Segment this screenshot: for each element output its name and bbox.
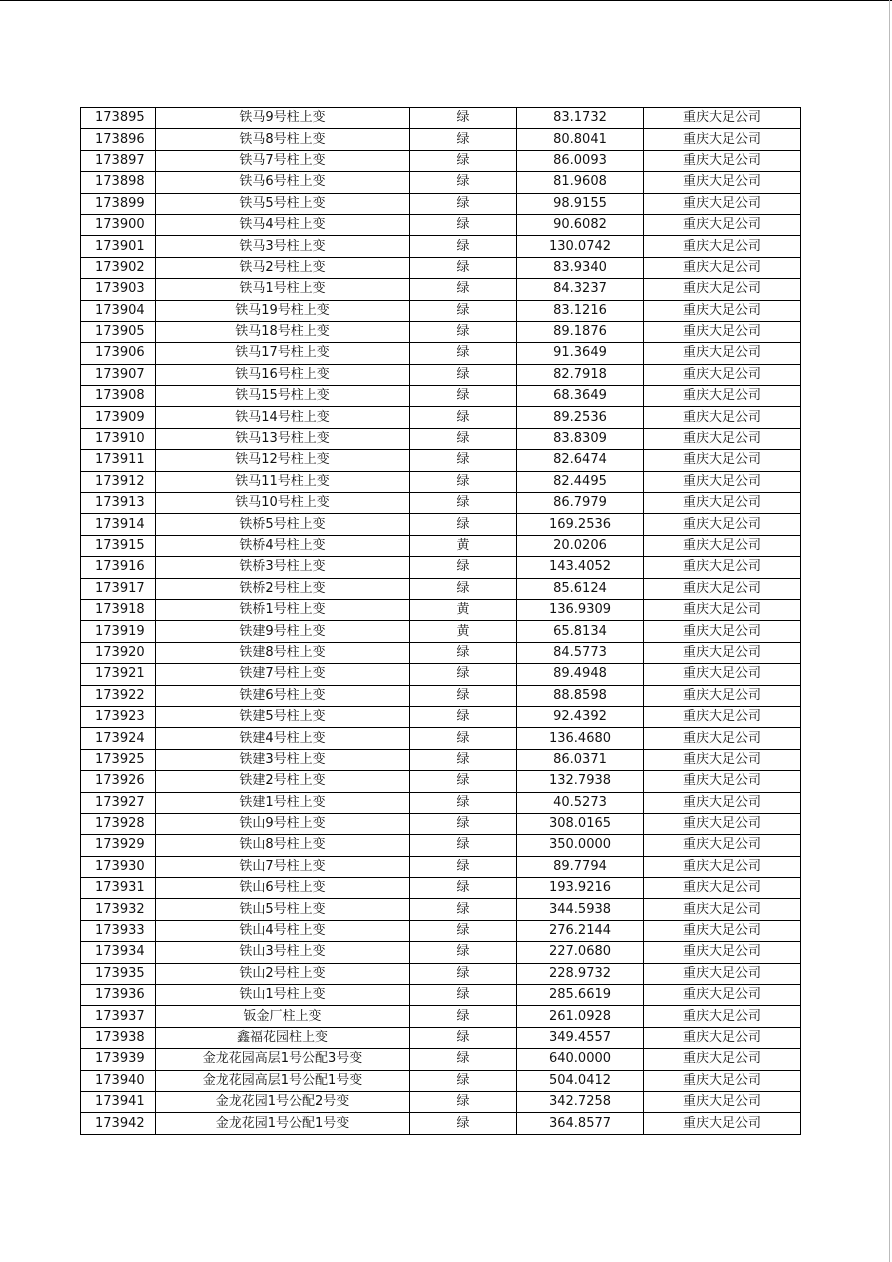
cell-value: 193.9216 <box>517 878 644 899</box>
cell-name: 铁山6号柱上变 <box>156 878 410 899</box>
table-row <box>81 129 801 150</box>
cell-name: 铁桥4号柱上变 <box>156 535 410 556</box>
cell-name: 铁山2号柱上变 <box>156 963 410 984</box>
cell-name: 铁马12号柱上变 <box>156 450 410 471</box>
cell-value: 308.0165 <box>517 813 644 834</box>
cell-id: 173917 <box>81 578 156 599</box>
cell-value: 89.7794 <box>517 856 644 877</box>
cell-company: 重庆大足公司 <box>644 300 801 321</box>
cell-name: 铁马15号柱上变 <box>156 386 410 407</box>
cell-id: 173901 <box>81 236 156 257</box>
cell-name: 铁桥1号柱上变 <box>156 599 410 620</box>
cell-value: 89.2536 <box>517 407 644 428</box>
page-top-border <box>0 0 892 1</box>
cell-name: 铁马1号柱上变 <box>156 279 410 300</box>
cell-company: 重庆大足公司 <box>644 471 801 492</box>
cell-status: 绿 <box>410 321 517 342</box>
cell-status: 绿 <box>410 1027 517 1048</box>
cell-id: 173912 <box>81 471 156 492</box>
cell-company: 重庆大足公司 <box>644 792 801 813</box>
cell-company: 重庆大足公司 <box>644 942 801 963</box>
cell-name: 金龙花园1号公配2号变 <box>156 1091 410 1112</box>
cell-value: 86.7979 <box>517 493 644 514</box>
cell-value: 350.0000 <box>517 835 644 856</box>
cell-status: 绿 <box>410 493 517 514</box>
cell-value: 276.2144 <box>517 920 644 941</box>
cell-status: 黄 <box>410 599 517 620</box>
table-row <box>81 214 801 235</box>
table-row <box>81 621 801 642</box>
table-row <box>81 963 801 984</box>
cell-id: 173925 <box>81 749 156 770</box>
cell-id: 173942 <box>81 1113 156 1134</box>
cell-value: 640.0000 <box>517 1049 644 1070</box>
cell-name: 金龙花园高层1号公配3号变 <box>156 1049 410 1070</box>
cell-id: 173904 <box>81 300 156 321</box>
cell-status: 绿 <box>410 108 517 129</box>
table-row <box>81 193 801 214</box>
cell-id: 173913 <box>81 493 156 514</box>
cell-company: 重庆大足公司 <box>644 1006 801 1027</box>
cell-id: 173921 <box>81 664 156 685</box>
cell-company: 重庆大足公司 <box>644 664 801 685</box>
table-row <box>81 578 801 599</box>
table-row <box>81 386 801 407</box>
cell-company: 重庆大足公司 <box>644 150 801 171</box>
table-row <box>81 535 801 556</box>
cell-id: 173910 <box>81 428 156 449</box>
cell-company: 重庆大足公司 <box>644 578 801 599</box>
cell-company: 重庆大足公司 <box>644 621 801 642</box>
cell-status: 绿 <box>410 856 517 877</box>
cell-value: 84.3237 <box>517 279 644 300</box>
cell-name: 金龙花园1号公配1号变 <box>156 1113 410 1134</box>
cell-value: 228.9732 <box>517 963 644 984</box>
cell-company: 重庆大足公司 <box>644 108 801 129</box>
cell-status: 绿 <box>410 428 517 449</box>
cell-id: 173923 <box>81 706 156 727</box>
cell-status: 绿 <box>410 514 517 535</box>
cell-id: 173939 <box>81 1049 156 1070</box>
cell-status: 绿 <box>410 728 517 749</box>
cell-company: 重庆大足公司 <box>644 450 801 471</box>
cell-value: 82.7918 <box>517 364 644 385</box>
cell-company: 重庆大足公司 <box>644 129 801 150</box>
cell-name: 铁马8号柱上变 <box>156 129 410 150</box>
cell-status: 绿 <box>410 985 517 1006</box>
cell-name: 铁马17号柱上变 <box>156 343 410 364</box>
cell-name: 铁山8号柱上变 <box>156 835 410 856</box>
cell-id: 173930 <box>81 856 156 877</box>
table-row <box>81 1049 801 1070</box>
cell-status: 绿 <box>410 899 517 920</box>
table-row <box>81 771 801 792</box>
table-row <box>81 599 801 620</box>
cell-status: 绿 <box>410 664 517 685</box>
cell-company: 重庆大足公司 <box>644 172 801 193</box>
cell-value: 83.8309 <box>517 428 644 449</box>
cell-status: 绿 <box>410 578 517 599</box>
cell-value: 88.8598 <box>517 685 644 706</box>
cell-value: 68.3649 <box>517 386 644 407</box>
table-row <box>81 685 801 706</box>
cell-name: 铁山3号柱上变 <box>156 942 410 963</box>
cell-name: 铁建1号柱上变 <box>156 792 410 813</box>
cell-company: 重庆大足公司 <box>644 257 801 278</box>
cell-status: 绿 <box>410 920 517 941</box>
cell-status: 绿 <box>410 1070 517 1091</box>
cell-id: 173941 <box>81 1091 156 1112</box>
cell-value: 92.4392 <box>517 706 644 727</box>
cell-status: 绿 <box>410 557 517 578</box>
table-row <box>81 407 801 428</box>
cell-name: 铁马2号柱上变 <box>156 257 410 278</box>
cell-name: 铁建8号柱上变 <box>156 642 410 663</box>
cell-value: 136.9309 <box>517 599 644 620</box>
cell-id: 173920 <box>81 642 156 663</box>
cell-value: 136.4680 <box>517 728 644 749</box>
cell-status: 绿 <box>410 749 517 770</box>
cell-name: 铁建7号柱上变 <box>156 664 410 685</box>
cell-value: 89.4948 <box>517 664 644 685</box>
cell-status: 绿 <box>410 364 517 385</box>
cell-status: 绿 <box>410 279 517 300</box>
cell-name: 铁建9号柱上变 <box>156 621 410 642</box>
cell-value: 81.9608 <box>517 172 644 193</box>
cell-name: 铁马16号柱上变 <box>156 364 410 385</box>
table-row <box>81 364 801 385</box>
cell-id: 173897 <box>81 150 156 171</box>
cell-status: 绿 <box>410 771 517 792</box>
cell-company: 重庆大足公司 <box>644 920 801 941</box>
cell-status: 绿 <box>410 878 517 899</box>
cell-id: 173911 <box>81 450 156 471</box>
cell-name: 鑫福花园柱上变 <box>156 1027 410 1048</box>
cell-status: 绿 <box>410 1091 517 1112</box>
cell-value: 86.0093 <box>517 150 644 171</box>
cell-status: 绿 <box>410 942 517 963</box>
cell-value: 65.8134 <box>517 621 644 642</box>
cell-company: 重庆大足公司 <box>644 899 801 920</box>
cell-id: 173903 <box>81 279 156 300</box>
cell-name: 铁建4号柱上变 <box>156 728 410 749</box>
cell-value: 85.6124 <box>517 578 644 599</box>
cell-status: 绿 <box>410 642 517 663</box>
table-row <box>81 942 801 963</box>
cell-company: 重庆大足公司 <box>644 493 801 514</box>
cell-name: 铁桥2号柱上变 <box>156 578 410 599</box>
cell-company: 重庆大足公司 <box>644 1027 801 1048</box>
table-row <box>81 279 801 300</box>
cell-company: 重庆大足公司 <box>644 856 801 877</box>
cell-value: 89.1876 <box>517 321 644 342</box>
table-row <box>81 706 801 727</box>
cell-status: 绿 <box>410 236 517 257</box>
cell-name: 铁山4号柱上变 <box>156 920 410 941</box>
cell-value: 90.6082 <box>517 214 644 235</box>
cell-id: 173902 <box>81 257 156 278</box>
cell-id: 173916 <box>81 557 156 578</box>
cell-id: 173933 <box>81 920 156 941</box>
cell-id: 173928 <box>81 813 156 834</box>
cell-company: 重庆大足公司 <box>644 279 801 300</box>
cell-name: 铁建3号柱上变 <box>156 749 410 770</box>
cell-name: 铁山1号柱上变 <box>156 985 410 1006</box>
cell-id: 173914 <box>81 514 156 535</box>
cell-id: 173938 <box>81 1027 156 1048</box>
cell-name: 金龙花园高层1号公配1号变 <box>156 1070 410 1091</box>
cell-value: 261.0928 <box>517 1006 644 1027</box>
cell-id: 173935 <box>81 963 156 984</box>
cell-id: 173937 <box>81 1006 156 1027</box>
cell-name: 铁马14号柱上变 <box>156 407 410 428</box>
cell-id: 173906 <box>81 343 156 364</box>
cell-status: 绿 <box>410 257 517 278</box>
cell-value: 82.6474 <box>517 450 644 471</box>
cell-value: 285.6619 <box>517 985 644 1006</box>
cell-value: 83.1732 <box>517 108 644 129</box>
cell-status: 绿 <box>410 813 517 834</box>
cell-company: 重庆大足公司 <box>644 557 801 578</box>
table-row <box>81 300 801 321</box>
page-right-edge <box>889 0 890 1262</box>
table-row <box>81 343 801 364</box>
cell-id: 173895 <box>81 108 156 129</box>
cell-value: 40.5273 <box>517 792 644 813</box>
cell-company: 重庆大足公司 <box>644 364 801 385</box>
table-row <box>81 1027 801 1048</box>
cell-name: 铁马6号柱上变 <box>156 172 410 193</box>
cell-id: 173926 <box>81 771 156 792</box>
cell-value: 84.5773 <box>517 642 644 663</box>
cell-status: 绿 <box>410 193 517 214</box>
cell-status: 绿 <box>410 1113 517 1134</box>
table-row <box>81 236 801 257</box>
table-row <box>81 557 801 578</box>
cell-status: 绿 <box>410 471 517 492</box>
cell-status: 绿 <box>410 214 517 235</box>
cell-value: 364.8577 <box>517 1113 644 1134</box>
cell-name: 铁马18号柱上变 <box>156 321 410 342</box>
cell-company: 重庆大足公司 <box>644 386 801 407</box>
cell-status: 绿 <box>410 343 517 364</box>
cell-id: 173908 <box>81 386 156 407</box>
cell-name: 铁马7号柱上变 <box>156 150 410 171</box>
cell-company: 重庆大足公司 <box>644 1113 801 1134</box>
table-row <box>81 920 801 941</box>
cell-id: 173905 <box>81 321 156 342</box>
cell-company: 重庆大足公司 <box>644 771 801 792</box>
cell-id: 173900 <box>81 214 156 235</box>
cell-name: 铁建2号柱上变 <box>156 771 410 792</box>
table-row <box>81 450 801 471</box>
cell-company: 重庆大足公司 <box>644 428 801 449</box>
cell-company: 重庆大足公司 <box>644 985 801 1006</box>
table-row <box>81 664 801 685</box>
table-row <box>81 749 801 770</box>
table-row <box>81 150 801 171</box>
cell-value: 86.0371 <box>517 749 644 770</box>
cell-id: 173898 <box>81 172 156 193</box>
cell-status: 绿 <box>410 835 517 856</box>
cell-company: 重庆大足公司 <box>644 599 801 620</box>
cell-id: 173896 <box>81 129 156 150</box>
transformer-table <box>80 107 801 1135</box>
table-row <box>81 172 801 193</box>
table-row <box>81 835 801 856</box>
cell-id: 173919 <box>81 621 156 642</box>
cell-status: 绿 <box>410 685 517 706</box>
table-row <box>81 878 801 899</box>
cell-status: 绿 <box>410 150 517 171</box>
cell-name: 铁山9号柱上变 <box>156 813 410 834</box>
cell-company: 重庆大足公司 <box>644 321 801 342</box>
table-row <box>81 1091 801 1112</box>
cell-status: 绿 <box>410 1006 517 1027</box>
table-row <box>81 471 801 492</box>
table-row <box>81 257 801 278</box>
cell-value: 82.4495 <box>517 471 644 492</box>
table-row <box>81 1006 801 1027</box>
cell-value: 20.0206 <box>517 535 644 556</box>
table-row <box>81 428 801 449</box>
cell-name: 铁马4号柱上变 <box>156 214 410 235</box>
cell-id: 173932 <box>81 899 156 920</box>
cell-value: 80.8041 <box>517 129 644 150</box>
cell-company: 重庆大足公司 <box>644 236 801 257</box>
table-row <box>81 899 801 920</box>
cell-id: 173936 <box>81 985 156 1006</box>
cell-status: 绿 <box>410 1049 517 1070</box>
cell-status: 黄 <box>410 535 517 556</box>
cell-status: 绿 <box>410 963 517 984</box>
cell-status: 绿 <box>410 706 517 727</box>
cell-id: 173940 <box>81 1070 156 1091</box>
cell-name: 铁马3号柱上变 <box>156 236 410 257</box>
cell-status: 绿 <box>410 407 517 428</box>
cell-company: 重庆大足公司 <box>644 685 801 706</box>
cell-id: 173924 <box>81 728 156 749</box>
table-body <box>81 108 801 1135</box>
cell-name: 铁桥3号柱上变 <box>156 557 410 578</box>
cell-name: 钣金厂柱上变 <box>156 1006 410 1027</box>
table-row <box>81 813 801 834</box>
table-row <box>81 321 801 342</box>
cell-company: 重庆大足公司 <box>644 214 801 235</box>
cell-value: 91.3649 <box>517 343 644 364</box>
cell-company: 重庆大足公司 <box>644 1070 801 1091</box>
table-row <box>81 642 801 663</box>
cell-name: 铁马19号柱上变 <box>156 300 410 321</box>
table-row <box>81 856 801 877</box>
cell-id: 173915 <box>81 535 156 556</box>
cell-status: 黄 <box>410 621 517 642</box>
cell-status: 绿 <box>410 172 517 193</box>
cell-name: 铁建6号柱上变 <box>156 685 410 706</box>
cell-status: 绿 <box>410 300 517 321</box>
cell-company: 重庆大足公司 <box>644 193 801 214</box>
cell-name: 铁建5号柱上变 <box>156 706 410 727</box>
cell-company: 重庆大足公司 <box>644 878 801 899</box>
cell-name: 铁马10号柱上变 <box>156 493 410 514</box>
table-row <box>81 1113 801 1134</box>
cell-value: 83.9340 <box>517 257 644 278</box>
cell-id: 173899 <box>81 193 156 214</box>
cell-id: 173909 <box>81 407 156 428</box>
cell-company: 重庆大足公司 <box>644 343 801 364</box>
cell-value: 342.7258 <box>517 1091 644 1112</box>
cell-status: 绿 <box>410 450 517 471</box>
cell-name: 铁山7号柱上变 <box>156 856 410 877</box>
table-row <box>81 792 801 813</box>
cell-value: 83.1216 <box>517 300 644 321</box>
cell-name: 铁马11号柱上变 <box>156 471 410 492</box>
cell-company: 重庆大足公司 <box>644 1091 801 1112</box>
cell-company: 重庆大足公司 <box>644 963 801 984</box>
cell-name: 铁马13号柱上变 <box>156 428 410 449</box>
table-row <box>81 514 801 535</box>
cell-status: 绿 <box>410 792 517 813</box>
cell-id: 173907 <box>81 364 156 385</box>
cell-id: 173922 <box>81 685 156 706</box>
cell-company: 重庆大足公司 <box>644 728 801 749</box>
cell-value: 143.4052 <box>517 557 644 578</box>
table-row <box>81 985 801 1006</box>
cell-company: 重庆大足公司 <box>644 1049 801 1070</box>
table-row <box>81 728 801 749</box>
cell-company: 重庆大足公司 <box>644 407 801 428</box>
cell-company: 重庆大足公司 <box>644 813 801 834</box>
cell-value: 130.0742 <box>517 236 644 257</box>
table-row <box>81 1070 801 1091</box>
cell-company: 重庆大足公司 <box>644 706 801 727</box>
table-row <box>81 493 801 514</box>
cell-status: 绿 <box>410 386 517 407</box>
cell-value: 227.0680 <box>517 942 644 963</box>
cell-value: 349.4557 <box>517 1027 644 1048</box>
cell-company: 重庆大足公司 <box>644 835 801 856</box>
cell-company: 重庆大足公司 <box>644 642 801 663</box>
cell-value: 169.2536 <box>517 514 644 535</box>
cell-value: 504.0412 <box>517 1070 644 1091</box>
cell-name: 铁马5号柱上变 <box>156 193 410 214</box>
cell-name: 铁桥5号柱上变 <box>156 514 410 535</box>
cell-status: 绿 <box>410 129 517 150</box>
cell-company: 重庆大足公司 <box>644 749 801 770</box>
cell-id: 173927 <box>81 792 156 813</box>
table-row <box>81 108 801 129</box>
cell-name: 铁山5号柱上变 <box>156 899 410 920</box>
cell-id: 173929 <box>81 835 156 856</box>
cell-company: 重庆大足公司 <box>644 514 801 535</box>
cell-value: 98.9155 <box>517 193 644 214</box>
cell-name: 铁马9号柱上变 <box>156 108 410 129</box>
cell-company: 重庆大足公司 <box>644 535 801 556</box>
cell-id: 173931 <box>81 878 156 899</box>
cell-value: 344.5938 <box>517 899 644 920</box>
cell-id: 173934 <box>81 942 156 963</box>
cell-id: 173918 <box>81 599 156 620</box>
cell-value: 132.7938 <box>517 771 644 792</box>
